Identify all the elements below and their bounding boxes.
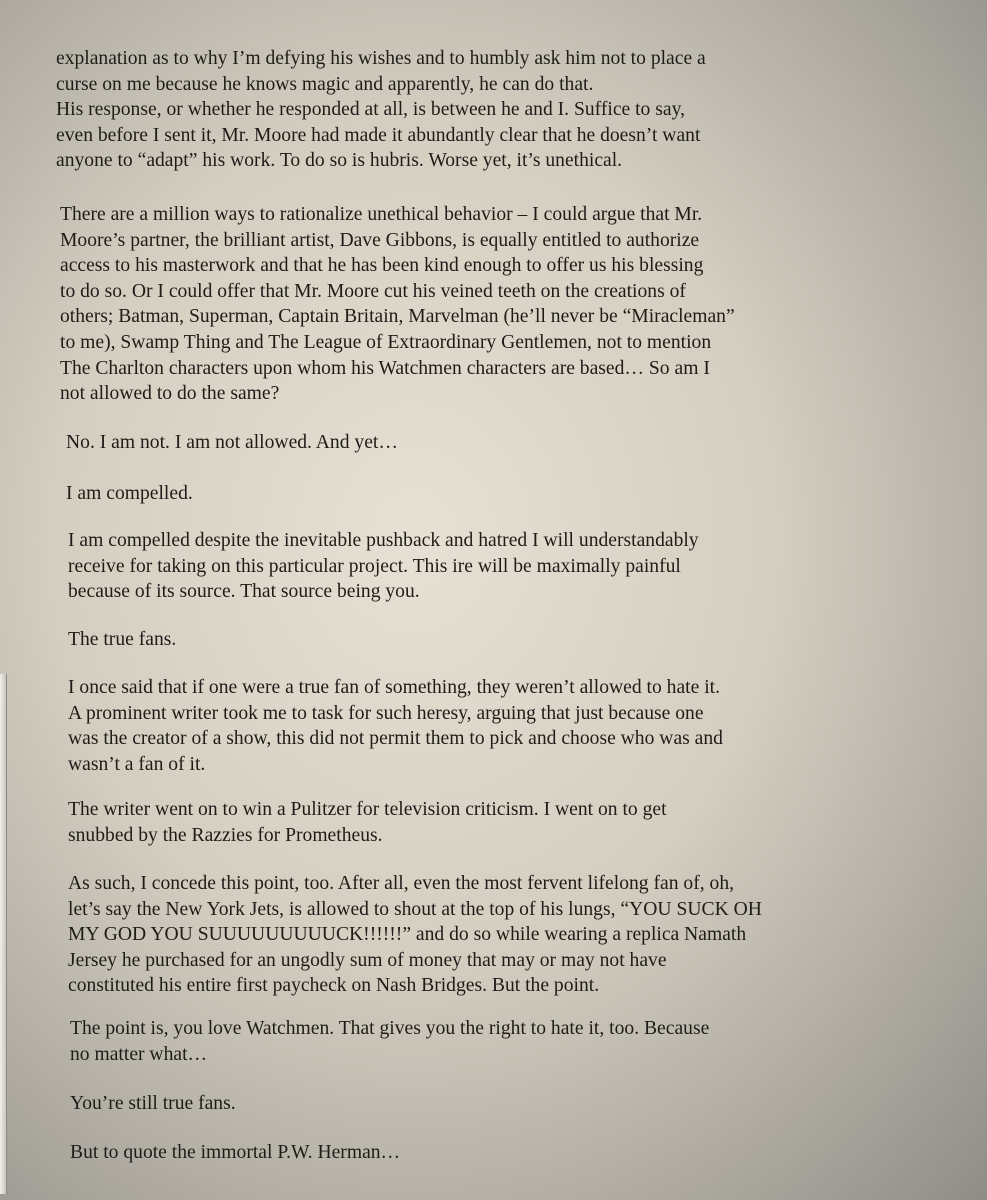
- text-line: not allowed to do the same?: [60, 383, 280, 405]
- paragraph-12: [70, 1140, 400, 1166]
- paragraph-5: [68, 528, 699, 605]
- text-line: was the creator of a show, this did not permit them to pick and choose who was and: [68, 728, 723, 750]
- text-line: No. I am not. I am not allowed. And yet…: [66, 432, 398, 453]
- paragraph-4: [66, 481, 193, 507]
- paragraph-11: [70, 1091, 236, 1117]
- text-line: curse on me because he knows magic and apparently, he can do that.: [56, 73, 594, 95]
- text-line: constituted his entire first paycheck on Nash Bridges. But the point.: [68, 975, 600, 997]
- text-line: The writer went on to win a Pulitzer for television criticism. I went on to get: [68, 799, 667, 820]
- text-line: even before I sent it, Mr. Moore had made it abundantly clear that he doesn’t want: [56, 124, 701, 146]
- text-line: others; Batman, Superman, Captain Britain, Marvelman (he’ll never be “Miracleman”: [60, 306, 735, 328]
- text-line: no matter what…: [70, 1043, 208, 1065]
- text-line: to do so. Or I could offer that Mr. Moore cut his veined teeth on the creations of: [60, 280, 686, 302]
- text-line: Jersey he purchased for an ungodly sum of money that may or may not have: [68, 949, 667, 971]
- paragraph-9: [68, 871, 762, 999]
- text-line: A prominent writer took me to task for such heresy, arguing that just because one: [68, 702, 704, 724]
- text-line: As such, I concede this point, too. After all, even the most fervent lifelong fan of, oh,: [68, 873, 735, 894]
- page-edge: [0, 674, 7, 1194]
- paragraph-2: [60, 202, 735, 407]
- paragraph-8: [68, 797, 667, 848]
- text-line: You’re still true fans.: [70, 1093, 236, 1114]
- paragraph-1: [56, 46, 706, 174]
- text-line: to me), Swamp Thing and The League of Extraordinary Gentlemen, not to mention: [60, 331, 712, 353]
- text-line: The point is, you love Watchmen. That gives you the right to hate it, too. Because: [70, 1018, 710, 1039]
- paragraph-6: [68, 627, 176, 653]
- text-line: There are a million ways to rationalize unethical behavior – I could argue that Mr.: [60, 204, 703, 225]
- text-line: But to quote the immortal P.W. Herman…: [70, 1142, 401, 1163]
- text-line: The true fans.: [68, 629, 177, 650]
- text-line: The Charlton characters upon whom his Watchmen characters are based… So am I: [60, 357, 710, 379]
- text-line: snubbed by the Razzies for Prometheus.: [68, 824, 383, 846]
- text-line: His response, or whether he responded at all, is between he and I. Suffice to say,: [56, 99, 685, 121]
- paragraph-3: [66, 430, 398, 456]
- text-line: I once said that if one were a true fan of something, they weren’t allowed to hate it.: [68, 677, 720, 698]
- text-line: wasn’t a fan of it.: [68, 753, 206, 775]
- text-line: Moore’s partner, the brilliant artist, Dave Gibbons, is equally entitled to authorize: [60, 229, 700, 251]
- text-line: access to his masterwork and that he has been kind enough to offer us his blessing: [60, 255, 704, 277]
- text-line: because of its source. That source being you.: [68, 581, 420, 603]
- text-line: let’s say the New York Jets, is allowed to shout at the top of his lungs, “YOU SUCK OH: [68, 898, 762, 920]
- paragraph-7: [68, 675, 723, 777]
- text-line: MY GOD YOU SUUUUUUUUUCK!!!!!!” and do so while wearing a replica Namath: [68, 924, 747, 946]
- text-line: explanation as to why I’m defying his wishes and to humbly ask him not to place a: [56, 48, 706, 69]
- text-line: receive for taking on this particular project. This ire will be maximally painful: [68, 555, 681, 577]
- text-line: anyone to “adapt” his work. To do so is hubris. Worse yet, it’s unethical.: [56, 150, 623, 172]
- text-line: I am compelled despite the inevitable pushback and hatred I will understandably: [68, 530, 699, 551]
- paragraph-10: [70, 1016, 709, 1067]
- text-line: I am compelled.: [66, 483, 193, 504]
